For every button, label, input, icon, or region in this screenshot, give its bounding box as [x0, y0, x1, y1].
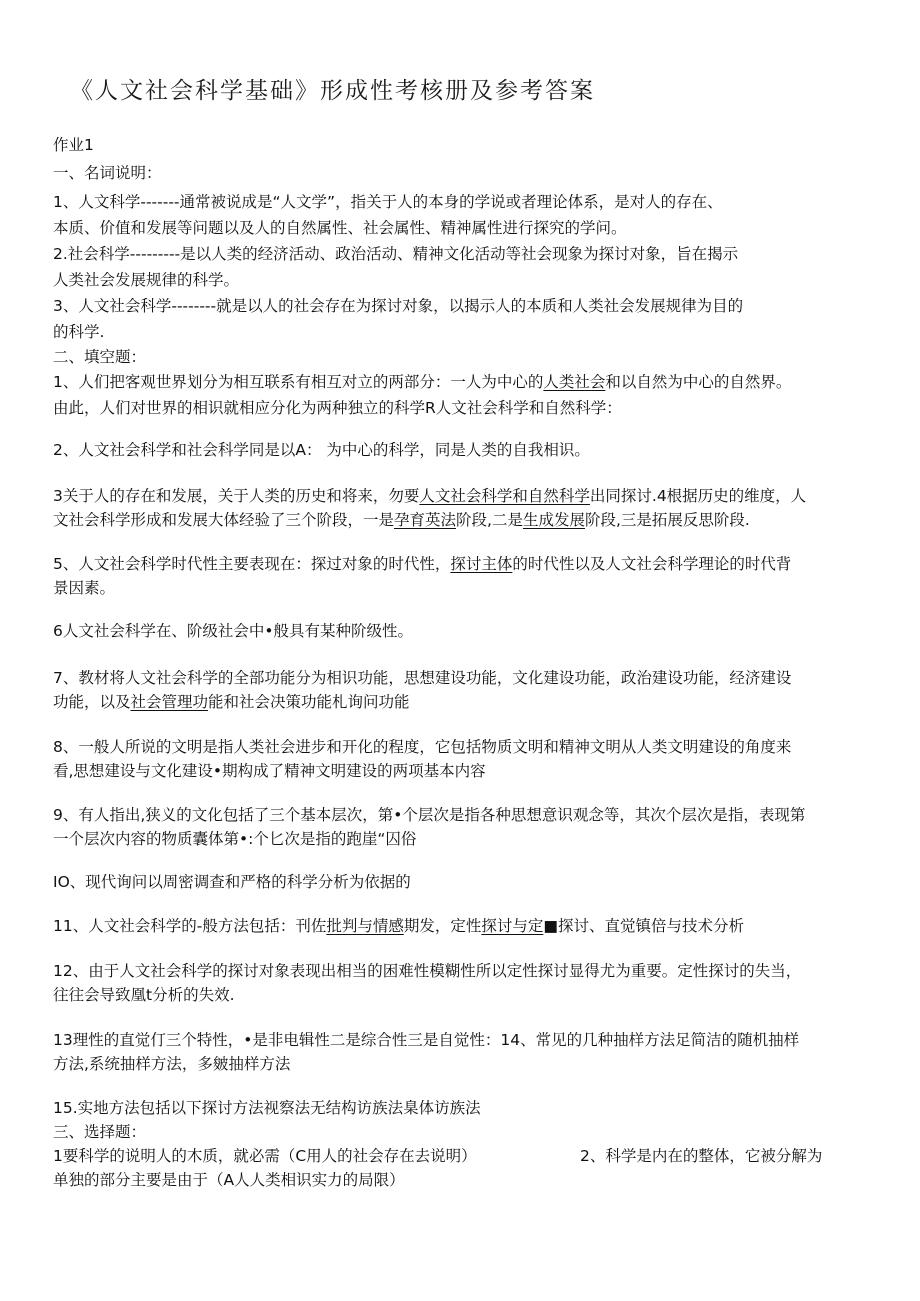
choice-1: 1要科学的说明人的木质，就必需（C用人的社会存在去说明） [53, 1147, 477, 1165]
definition-1-line-2: 本质、价值和发展等问题以及人的自然属性、社会属性、精神属性进行探究的学问。 [53, 219, 627, 237]
definition-1-line-1: 1、人文科学-------通常被说成是“人文学”，指关于人的本身的学说或者理论体系，是对人的存在、 [53, 193, 723, 211]
fill-in-3-line-2 [53, 510, 750, 530]
text-segment: 阶段,三是拓展反思阶段. [584, 511, 750, 529]
text-segment: 功能，以及 [53, 693, 131, 711]
fill-in-2: 2、人文社会科学和社会科学同是以A： 为中心的科学，同是人类的自我相识。 [53, 441, 590, 459]
definition-2-line-1: 2.社会科学---------是以人类的经济活动、政治活动、精神文化活动等社会现象为探讨对象，旨在揭示 [53, 245, 739, 263]
fill-in-15: 15.实地方法包括以下探讨方法视察法无结构访族法臬体访族法 [53, 1099, 481, 1117]
underlined-answer: 人文社会科学和自然科学 [419, 487, 590, 505]
fill-in-11 [53, 916, 744, 936]
underlined-answer: 孕育英法 [394, 511, 457, 529]
text-segment: 文社会科学形成和发展大体经验了三个阶段，一是 [53, 511, 395, 529]
text-segment: 出同探讨.4根据历史的维度，人 [589, 487, 807, 505]
definition-2-line-2: 人类社会发展规律的科学。 [53, 271, 240, 289]
choice-2-line-2: 单独的部分主要是由于（A人人类相识实力的局限） [53, 1171, 405, 1189]
fill-in-8-line-2: 看,思想建设与文化建设•期构成了精神文明建设的两项基本内容 [53, 762, 486, 780]
section-heading-fill-in: 二、填空题： [53, 348, 147, 366]
fill-in-5-line-1 [53, 554, 791, 574]
text-segment: 阶段,二是 [456, 511, 523, 529]
fill-in-1-line-1 [53, 372, 791, 392]
fill-in-8-line-1: 8、一般人所说的文明是指人类社会进步和开化的程度，它包括物质文明和精神文明从人类文明建设的角度来 [53, 738, 792, 756]
choice-2-line-1: 2、科学是内在的整体，它被分解为 [580, 1147, 823, 1165]
text-segment: 期发，定性 [403, 917, 482, 935]
text-segment: 1、人们把客观世界划分为相互联系有相互对立的两部分：一人为中心的 [53, 373, 544, 391]
definition-3-line-1: 3、人文社会科学--------就是以人的社会存在为探讨对象，以揭示人的本质和人类社会发展规律为目的 [53, 297, 744, 315]
underlined-answer: 社会管理功 [130, 693, 209, 711]
text-segment: ■探讨、直觉镇倍与技术分析 [543, 917, 745, 935]
fill-in-5-line-2: 景因素。 [53, 579, 116, 597]
fill-in-3-line-1 [53, 486, 806, 506]
document-title: 《人文社会科学基础》形成性考核册及参考答案 [70, 78, 595, 104]
definition-3-line-2: 的科学. [53, 323, 105, 341]
fill-in-6: 6人文社会科学在、阶级社会中•般具有某种阶级性。 [53, 622, 414, 640]
fill-in-9-line-2: 一个层次内容的物质囊体第•:个匕次是指的跑崖“囚俗 [53, 830, 417, 848]
text-segment: 5、人文社会科学时代性主要表现在：探过对象的时代性， [53, 555, 451, 573]
underlined-answer: 人类社会 [543, 373, 606, 391]
fill-in-9-line-1: 9、有人指出,狭义的文化包括了三个基本层次，第•个层次是指各种思想意识观念等，其次个层次是指，表现第 [53, 806, 806, 824]
underlined-answer: 探讨主体 [450, 555, 513, 573]
text-segment: 和以自然为中心的自然界。 [605, 373, 792, 391]
section-heading-choice: 三、选择题： [53, 1123, 147, 1141]
fill-in-1-line-2: 由此，人们对世界的相识就相应分化为两种独立的科学R人文社会科学和自然科学： [53, 399, 622, 417]
text-segment: 11、人文社会科学的-般方法包括：刊佐 [53, 917, 327, 935]
fill-in-12-line-2: 往往会导致凰t分析的失效. [53, 986, 235, 1004]
fill-in-13-line-2: 方法,系统抽样方法，多皴抽样方法 [53, 1055, 291, 1073]
fill-in-12-line-1: 12、由于人文社会科学的探讨对象表现出相当的困难性模糊性所以定性探讨显得尤为重要。定性探讨的失当， [53, 962, 802, 980]
text-segment: 3关于人的存在和发展，关于人类的历史和将来，勿要 [53, 487, 420, 505]
underlined-answer: 探讨与定 [481, 917, 544, 935]
underlined-answer: 生成发展 [522, 511, 585, 529]
fill-in-7-line-1: 7、教材将人文社会科学的全部功能分为相识功能，思想建设功能，文化建设功能，政治建设功能，经济建设 [53, 669, 792, 687]
fill-in-7-line-2 [53, 692, 410, 712]
underlined-answer: 批判与情感 [326, 917, 404, 935]
text-segment: 能和社会决策功能札询问功能 [208, 693, 410, 711]
fill-in-10: IO、现代询问以周密调查和严格的科学分析为依据的 [53, 873, 411, 891]
homework-label: 作业1 [53, 136, 94, 154]
section-heading-definitions: 一、名词说明： [53, 164, 162, 182]
fill-in-13-line-1: 13理性的直觉仃三个特性，•是非电辑性二是综合性三是自觉性：14、常见的几种抽样方法足简洁的随机抽样 [53, 1031, 800, 1049]
text-segment: 的时代性以及人文社会科学理论的时代背 [512, 555, 792, 573]
